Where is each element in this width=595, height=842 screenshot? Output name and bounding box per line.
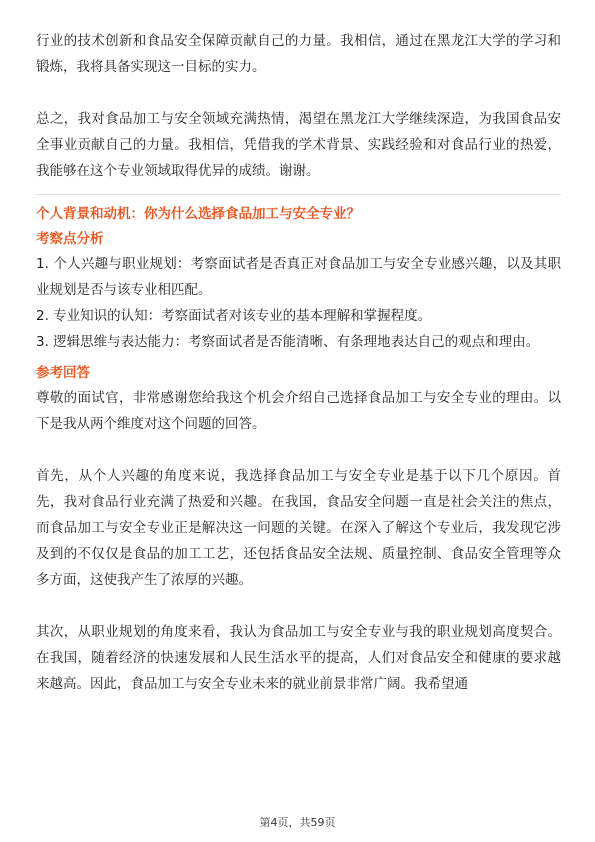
- page-number-footer: 第4页，共59页: [259, 816, 336, 829]
- paragraph-gap: [36, 593, 561, 619]
- answer-paragraph-1: 尊敬的面试官，非常感谢您给我这个机会介绍自己选择食品加工与安全专业的理由。以下是我从两个维度对这个问题的回答。: [36, 390, 561, 432]
- intro-paragraph-2: 总之，我对食品加工与安全领域充满热情，渴望在黑龙江大学继续深造，为我国食品安全事业贡献自己的力量。我相信，凭借我的学术背景、实践经验和对食品行业的热爱，我能够在这个专业领域取得优异的成绩。谢谢。: [36, 111, 561, 179]
- analysis-item-1: 1. 个人兴趣与职业规划：考察面试者是否真正对食品加工与安全专业感兴趣，以及其职业规划是否与该专业相匹配。: [36, 256, 561, 298]
- analysis-item-2: 2. 专业知识的认知：考察面试者对该专业的基本理解和掌握程度。: [36, 308, 432, 324]
- paragraph-gap: [36, 437, 561, 463]
- answer-paragraph-3: 其次，从职业规划的角度来看，我认为食品加工与安全专业与我的职业规划高度契合。在我国，随着经济的快速发展和人民生活水平的提高，人们对食品安全和健康的要求越来越高。因此，食品加工与安全专业未来的就业前景非常广阔。我希望通: [36, 624, 561, 692]
- analysis-heading: 考察点分析: [36, 231, 104, 247]
- document-page: [36, 28, 561, 697]
- question-title: 个人背景和动机：你为什么选择食品加工与安全专业？: [36, 206, 360, 222]
- intro-paragraph-1: 行业的技术创新和食品安全保障贡献自己的力量。我相信，通过在黑龙江大学的学习和锻炼，我将具备实现这一目标的实力。: [36, 33, 561, 75]
- answer-paragraph-2: 首先，从个人兴趣的角度来说，我选择食品加工与安全专业是基于以下几个原因。首先，我对食品行业充满了热爱和兴趣。在我国，食品安全问题一直是社会关注的焦点，而食品加工与安全专业正是解决这一问题的关键。在深入了解这个专业后，我发现它涉及到的不仅仅是食品的加工工艺，还包括食品安全法规、质量控制、食品安全管理等众多方面，这使我产生了浓厚的兴趣。: [36, 468, 561, 588]
- section-divider: [36, 194, 561, 195]
- paragraph-gap: [36, 80, 561, 106]
- answer-heading: 参考回答: [36, 365, 90, 381]
- analysis-item-3: 3. 逻辑思维与表达能力：考察面试者是否能清晰、有条理地表达自己的观点和理由。: [36, 334, 540, 350]
